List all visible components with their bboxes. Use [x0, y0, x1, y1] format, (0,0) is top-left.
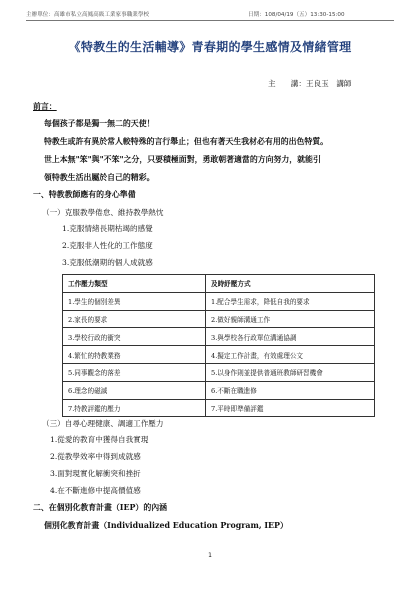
- table-row: [63, 310, 375, 328]
- preface-line: 世上本無"笨"與"不笨"之分，只要積極面對，勇敢朝著適當的方向努力，就能引: [44, 155, 321, 164]
- speaker-line: 主 講：王良玉 講師: [268, 79, 352, 88]
- table-cell: 2.做好親師溝通工作: [206, 310, 375, 328]
- table-row: [63, 381, 375, 399]
- table-header-cell: 工作壓力類型: [63, 275, 206, 293]
- table-row: [63, 346, 375, 364]
- section-heading: 一、特教教師應有的身心準備: [33, 190, 136, 199]
- list-item: 4.在不斷進修中提高價值感: [50, 486, 141, 495]
- table-cell: 1.配合學生需求，降低自我的要求: [206, 292, 375, 310]
- document-title: 《特教生的生活輔導》青春期的學生感情及情緒管理: [68, 40, 352, 54]
- list-item: 2.克服非人性化的工作態度: [62, 241, 153, 250]
- header-date: 日期：108/04/19（五）13:30-15:00: [248, 12, 345, 18]
- table-cell: 7.特教評鑑的壓力: [63, 399, 206, 417]
- header-divider: [26, 20, 394, 21]
- table-cell: 4.繁忙的特教業務: [63, 346, 206, 364]
- table-cell: 2.家長的要求: [63, 310, 206, 328]
- header-organizer: 主辦單位：高雄市私立高鳳高級工業家事職業學校: [26, 12, 150, 18]
- table-cell: 1.學生的個別差異: [63, 292, 206, 310]
- work-stress-table: [62, 274, 375, 417]
- list-item: 1.從愛的教育中獲得自我實現: [50, 435, 149, 444]
- list-item: 1.克服情緒長期枯竭的感覺: [62, 224, 153, 233]
- preface-line: 每個孩子都是獨一無二的天使！: [44, 119, 155, 128]
- table-cell: 5.同事觀念的落差: [63, 363, 206, 381]
- preface-line: 領特教生活出屬於自己的精彩。: [44, 173, 155, 182]
- table-cell: 6.理念的磁滅: [63, 381, 206, 399]
- table-header-cell: 及時紓壓方式: [206, 275, 375, 293]
- table-row: [63, 292, 375, 310]
- list-item: 2.從教學效率中得到成就感: [50, 452, 141, 461]
- table-cell: 5.以身作則並提供普通班教師研習機會: [206, 363, 375, 381]
- table-cell: 4.擬定工作計畫，有效處理公文: [206, 346, 375, 364]
- table-header-row: [63, 275, 375, 293]
- section-heading: 二、在個別化教育計畫（IEP）的內涵: [33, 503, 167, 512]
- table-cell: 3.與學校各行政單位溝通協調: [206, 328, 375, 346]
- preface-line: 特教生或許有異於常人較特殊的言行舉止；但也有著天生我材必有用的出色特質。: [44, 137, 329, 146]
- list-item: 3.克服低潮期的個人成就感: [62, 258, 153, 267]
- subsection-heading: （三）自尋心理健康、調適工作壓力: [42, 419, 164, 428]
- list-item: 3.面對現實化解衝突和挫折: [50, 469, 141, 478]
- table-row: [63, 328, 375, 346]
- page-number: 1: [208, 552, 212, 559]
- preface-heading: 前言：: [33, 102, 57, 111]
- subsection-heading: （一）克服教學倦怠、維持教學熱忱: [42, 208, 164, 217]
- table-row: [63, 363, 375, 381]
- table-cell: 6.不斷在職進修: [206, 381, 375, 399]
- table-cell: 7.平時即準備評鑑: [206, 399, 375, 417]
- table-row: [63, 399, 375, 417]
- table-cell: 3.學校行政的衝突: [63, 328, 206, 346]
- section-text: 個別化教育計畫（Individualized Education Program, IEP）: [44, 521, 288, 530]
